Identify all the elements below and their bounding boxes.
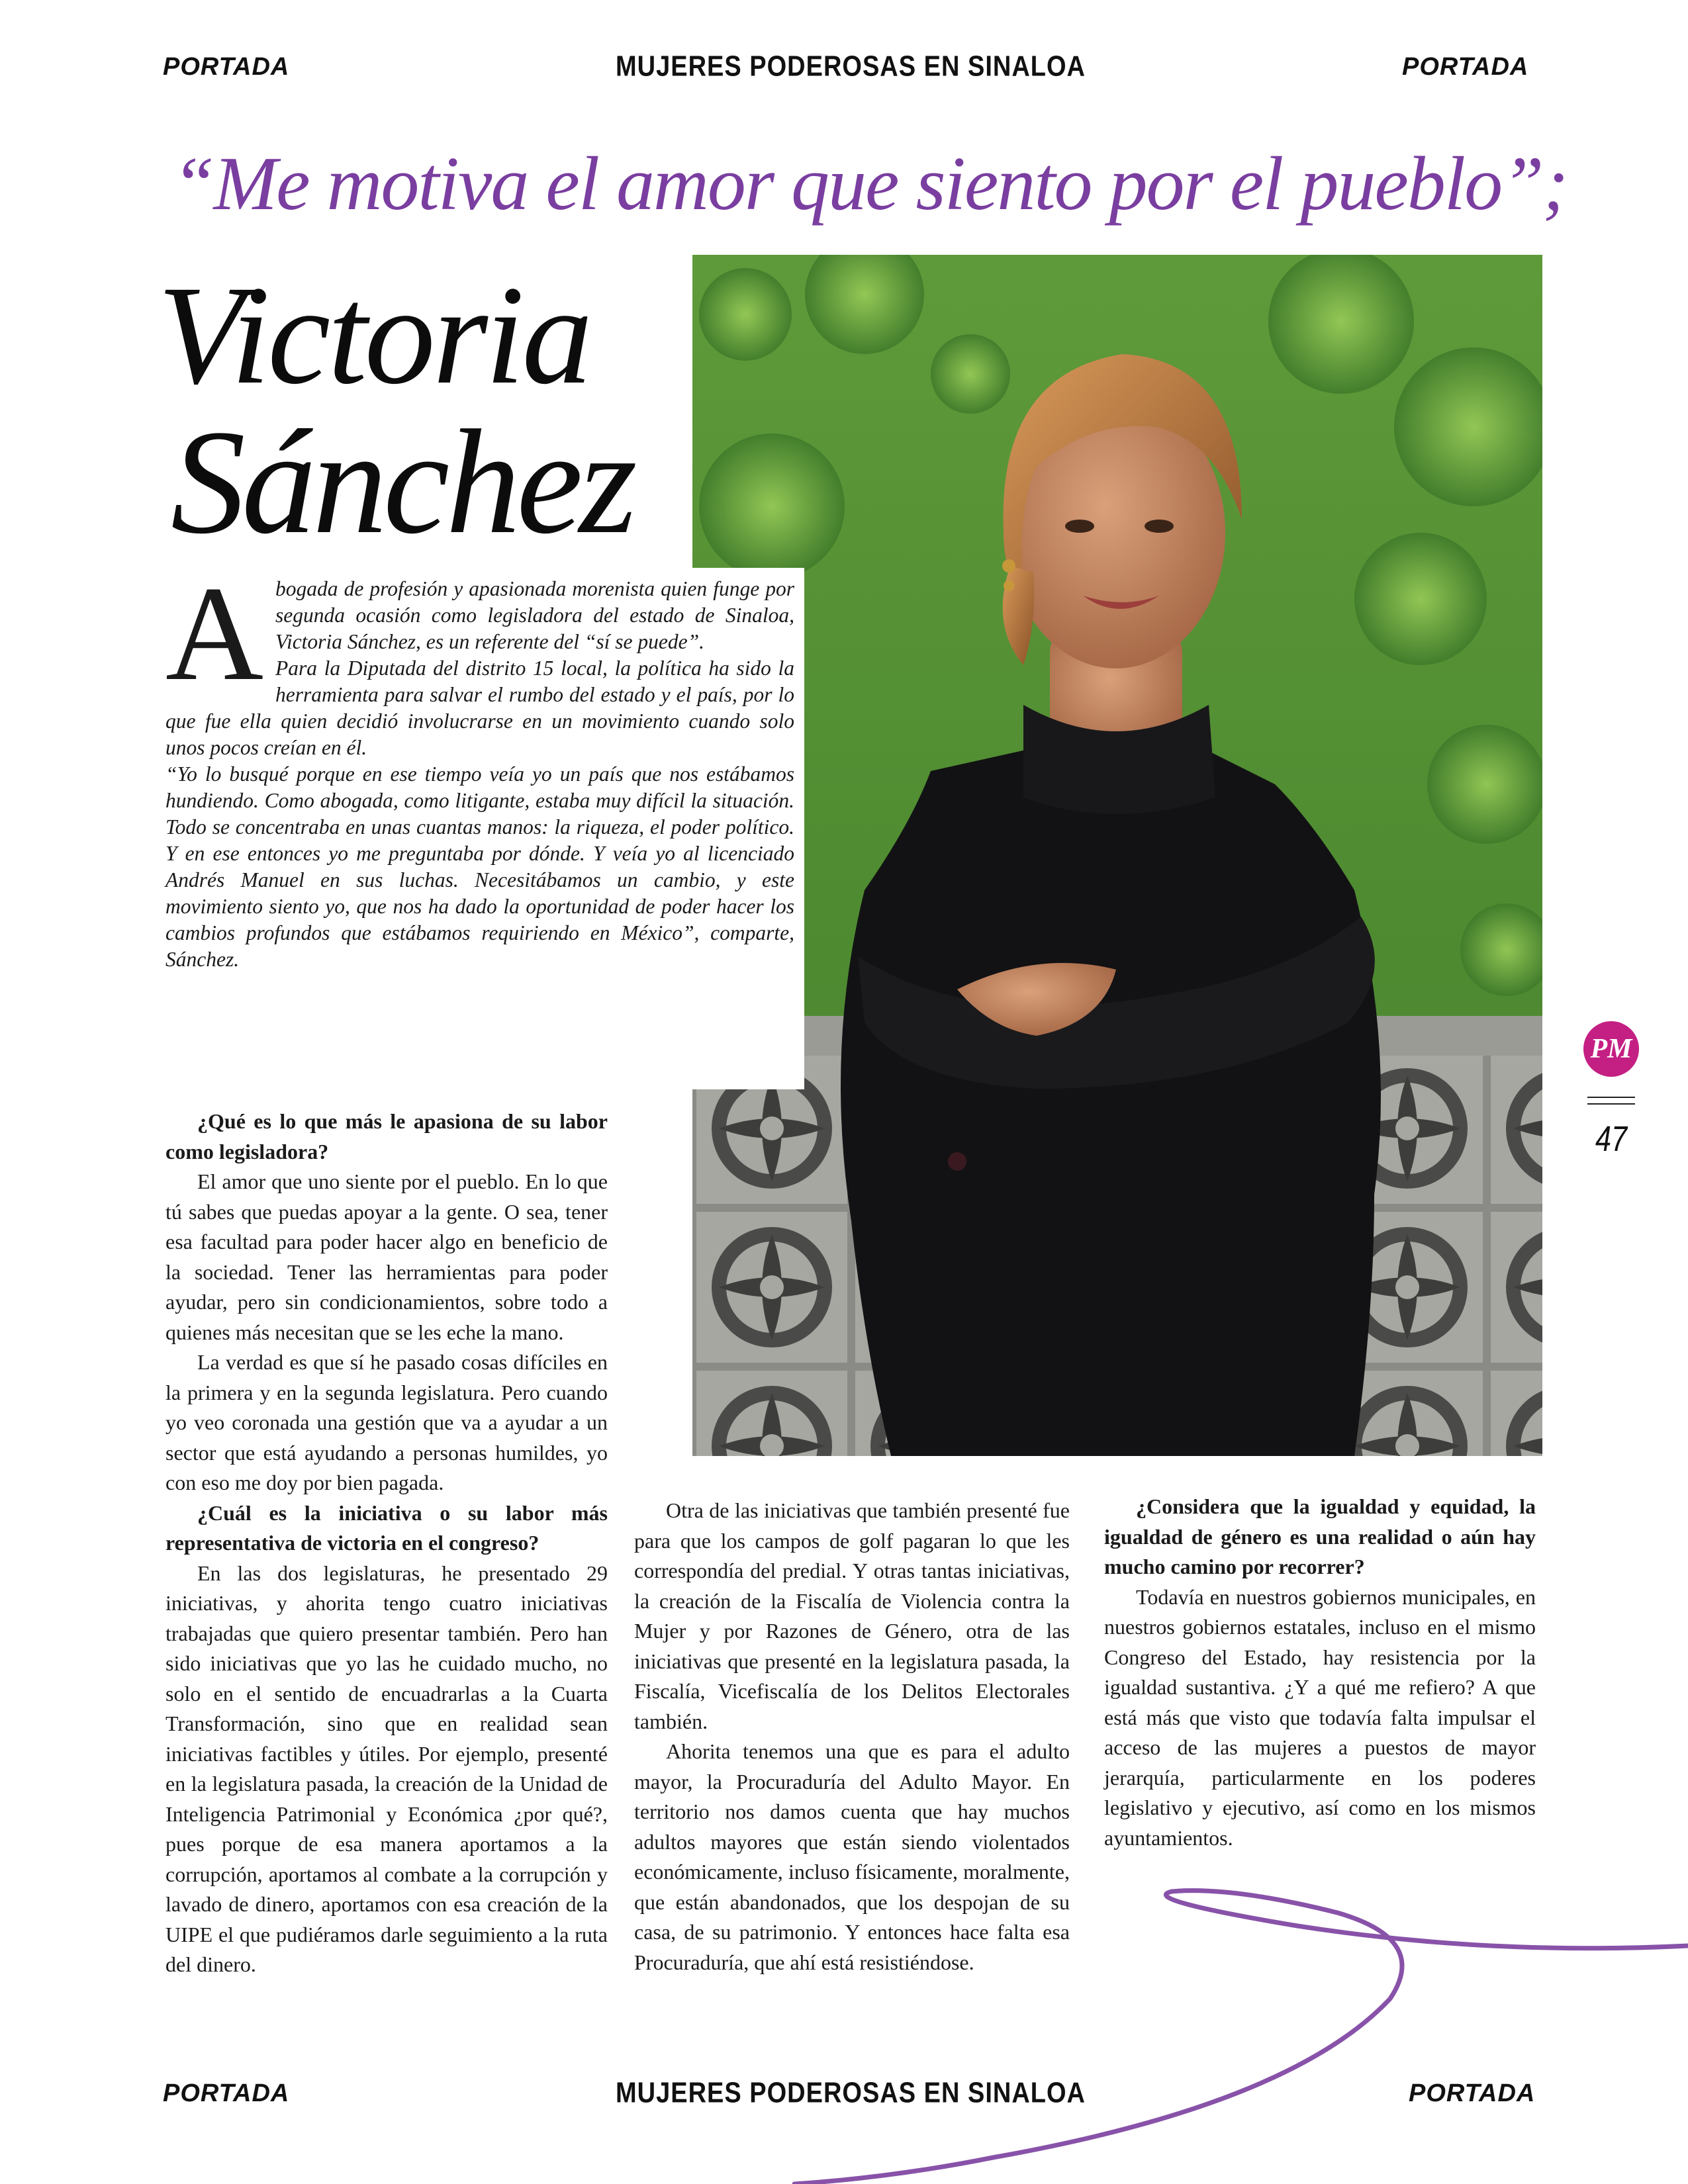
intro-text	[165, 559, 794, 973]
divider-lines	[1587, 1097, 1635, 1105]
footer-magazine-title: MUJERES PODEROSAS EN SINALOA	[616, 2077, 1086, 2110]
title-last-name: Sánchez	[171, 399, 633, 565]
intro-paragraph-3: “Yo lo busqué porque en ese tiempo veía yo un país que nos estábamos hundiendo. Como abogada, como litigante, estaba muy difícil la situación. Todo se concentraba en unas cuantas manos: la riqueza, el poder político. Y en ese entonces yo me preguntaba por dónde. Y veía yo al licenciado Andrés Manuel en sus luchas. Necesitábamos un cambio, y este movimiento siento yo, que nos ha dado la oportunidad de poder hacer los cambios profundos que estábamos requiriendo en México”, comparte, Sánchez.	[165, 762, 794, 971]
answer-3: En las dos legislaturas, he presentado 29 iniciativas, y ahorita tengo cuatro iniciativas trabajadas que quiero presentar también. Pero han sido iniciativas que yo las he cuidado mucho, no solo en el sentido de encuadrarlas a la Cuarta Transformación, sino que en realidad sean iniciativas factibles y útiles. Por ejemplo, presenté en la legislatura pasada, la creación de la Unidad de Inteligencia Patrimonial y Económica ¿por qué?, pues porque de esa manera aportamos a la corrupción, aportamos al combate a la corrupción y lavado de dinero, aportamos con esa creación de la UIPE el que pudiéramos darle seguimiento a la ruta del dinero.	[165, 1561, 608, 1976]
question-1: ¿Qué es lo que más le apasiona de su labor como legisladora?	[165, 1109, 608, 1163]
question-3: ¿Considera que la igualdad y equidad, la igualdad de género es una realidad o aún hay mucho camino por recorrer?	[1104, 1494, 1536, 1578]
page-number: 47	[1595, 1119, 1628, 1159]
column-2	[634, 1496, 1070, 1978]
column-3	[1104, 1492, 1536, 1853]
answer-4: Otra de las iniciativas que también presenté fue para que los campos de golf pagaran lo que les correspondía del predial. Y otras tantas iniciativas, la creación de la Fiscalía de Violencia contra la Mujer y por Razones de Género, otra de las iniciativas que presenté en la legislatura pasada, la Fiscalía, Vicefiscalía de los Delitos Electorales también.	[634, 1498, 1070, 1733]
drop-cap: A	[165, 559, 264, 709]
answer-1: El amor que uno siente por el pueblo. En lo que tú sabes que puedas apoyar a la gente. O sea, tener esa facultad para poder hacer algo en beneficio de la sociedad. Tener las herramientas para poder ayudar, pero sin condicionamientos, sobre todo a quienes más necesitan que se les eche la mano.	[165, 1169, 608, 1344]
header-magazine-title: MUJERES PODEROSAS EN SINALOA	[616, 50, 1086, 83]
answer-2: La verdad es que sí he pasado cosas difíciles en la primera y en la segunda legislatura. Pero cuando yo veo coronada una gestión que va a ayudar a un sector que está ayudando a personas humildes, yo con eso me doy por bien pagada.	[165, 1350, 608, 1494]
question-2: ¿Cuál es la iniciativa o su labor más representativa de victoria en el congreso?	[165, 1500, 608, 1555]
pull-quote: “Me motiva el amor que siento por el pueblo”;	[172, 142, 1568, 226]
answer-6: Todavía en nuestros gobiernos municipales, en nuestros gobiernos estatales, incluso en el mismo Congreso del Estado, hay resistencia por la igualdad sustantiva. ¿Y a qué me refiero? A que está más que visto que todavía falta impulsar el acceso de las mujeres a puestos de mayor jerarquía, particularmente en los poderes legislativo y ejecutivo, así como en los mismos ayuntamientos.	[1104, 1584, 1536, 1850]
intro-paragraph-2: Para la Diputada del distrito 15 local, la política ha sido la herramienta para salvar el rumbo del estado y el país, por lo que fue ella quien decidió involucrarse en un movimiento cuando solo unos pocos creían en él.	[165, 657, 794, 759]
header-section-right: PORTADA	[1402, 53, 1529, 81]
magazine-logo-badge: PM	[1583, 1021, 1639, 1077]
intro-paragraph-1: bogada de profesión y apasionada morenista quien funge por segunda ocasión como legisladora del estado de Sinaloa, Victoria Sánchez, es un referente del “sí se puede”.	[275, 577, 794, 653]
portrait-photo	[692, 255, 1542, 1456]
title-first-name: Victoria	[158, 257, 590, 414]
footer-section-left: PORTADA	[163, 2079, 290, 2107]
answer-5: Ahorita tenemos una que es para el adulto mayor, la Procuraduría del Adulto Mayor. En territorio nos damos cuenta que hay muchos adultos mayores que están siendo violentados económicamente, incluso físicamente, moralmente, que están abandonados, que los despojan de su casa, de su patrimonio. Y entonces hace falta esa Procuraduría, que ahí está resistiéndose.	[634, 1739, 1070, 1974]
column-1	[165, 1107, 608, 1980]
footer-section-right: PORTADA	[1409, 2079, 1536, 2107]
header-section-left: PORTADA	[163, 53, 290, 81]
